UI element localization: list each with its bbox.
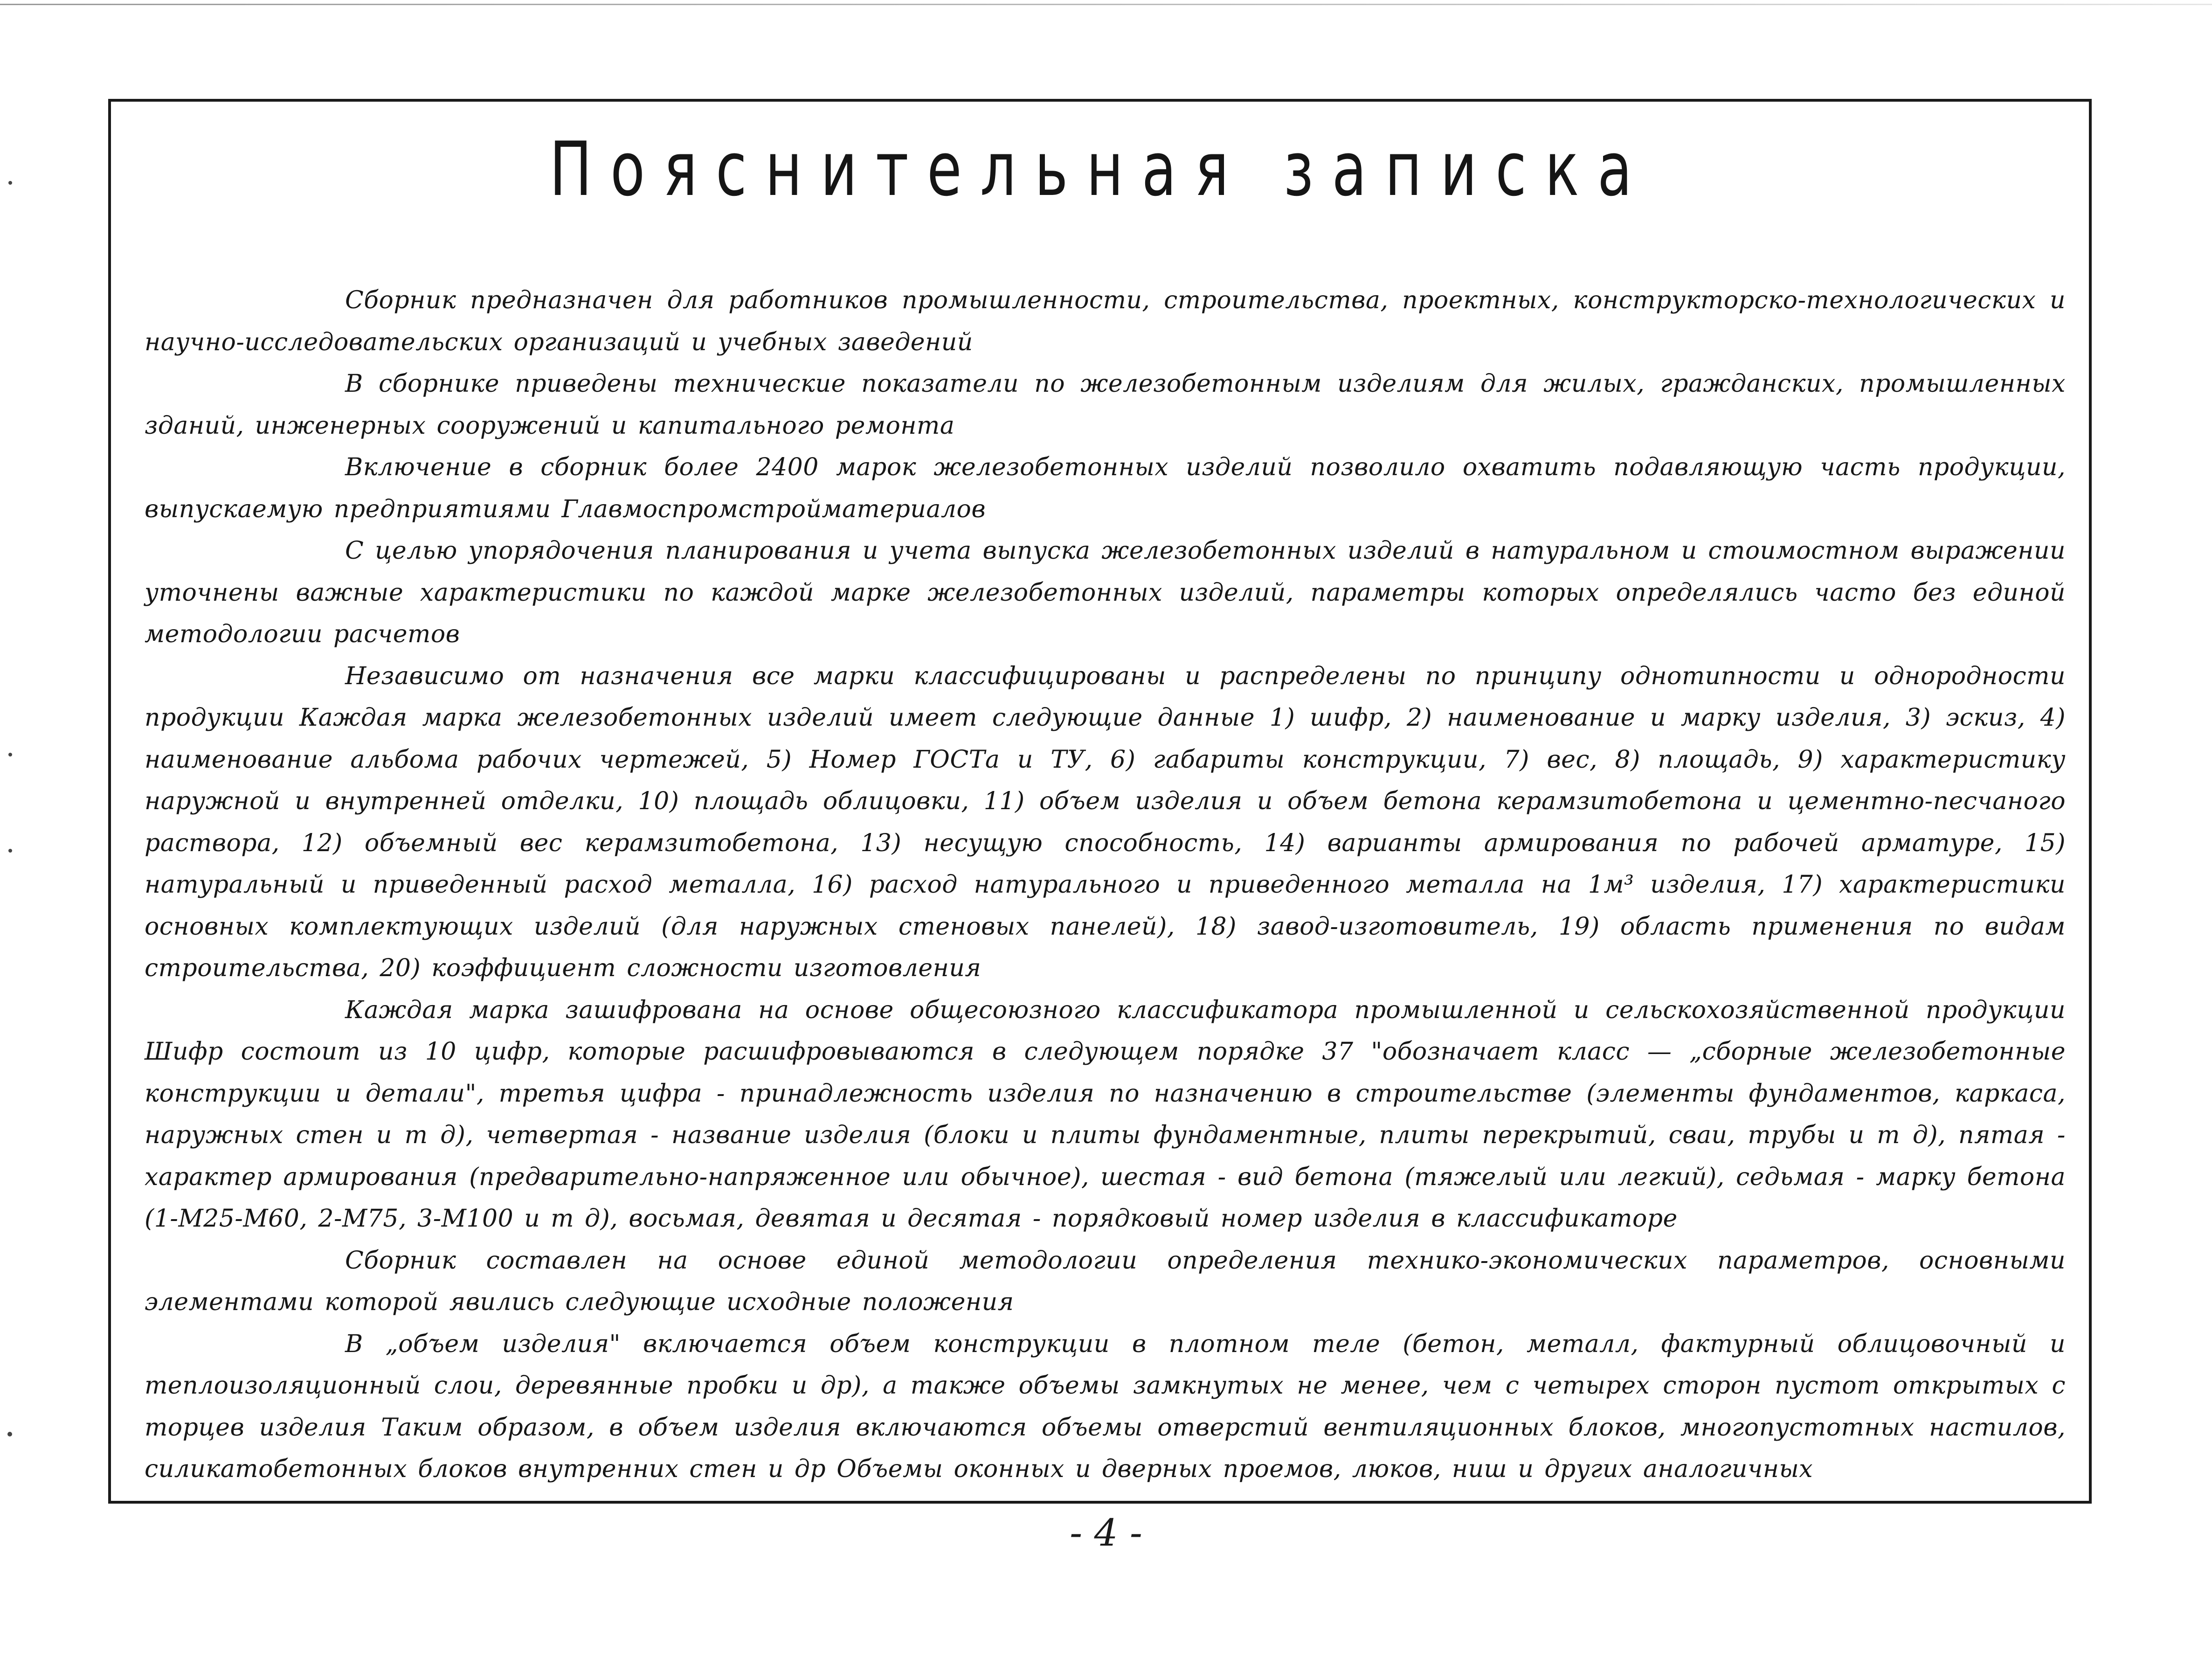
document-body [145, 280, 2066, 1483]
paragraph: Каждая марка зашифрована на основе общесоюзного классификатора промышленной и сельскохозяйственной продукции Шифр состоит из 10 цифр, которые расшифровываются в следующем порядке 37 "обозначает класс — „сборные железобетонные конструкции и детали", третья цифра - принадлежность изделия по назначению в строительстве (элементы фундаментов, каркаса, наружных стен и т д), четвертая - название изделия (блоки и плиты фундаментные, плиты перекрытий, сваи, трубы и т д), пятая - характер армирования (предварительно-напряженное или обычное), шестая - вид бетона (тяжелый или легкий), седьмая - марку бетона (1-М25-М60, 2-М75, 3-М100 и т д), восьмая, девятая и десятая - порядковый номер изделия в классификаторе [145, 996, 2066, 1233]
page-number: - 4 - [1070, 1511, 1142, 1554]
paragraph: Сборник составлен на основе единой методологии определения технико-экономических параметров, основными элементами которой явились следующие исходные положения [145, 1246, 2066, 1316]
scan-mark [8, 181, 12, 185]
paragraph: Независимо от назначения все марки классифицированы и распределены по принципу однотипности и однородности продукции Каждая марка железобетонных изделий имеет следующие данные 1) шифр, 2) наименование и марку изделия, 3) эскиз, 4) наименование альбома рабочих чертежей, 5) Номер ГОСТа и ТУ, 6) габариты конструкции, 7) вес, 8) площадь, 9) характеристику наружной и внутренней отделки, 10) площадь облицовки, 11) объем изделия и объем бетона керамзитобетона и цементно-песчаного раствора, 12) объемный вес керамзитобетона, 13) несущую способность, 14) варианты армирования по рабочей арматуре, 15) натуральный и приведенный расход металла, 16) расход натурального и приведенного металла на 1м³ изделия, 17) характеристики основных комплектующих изделий (для наружных стеновых панелей), 18) завод-изготовитель, 19) область применения по видам строительства, 20) коэффициент сложности изготовления [145, 662, 2066, 982]
page-title: Пояснительная записка [549, 126, 1651, 213]
paragraph: Сборник предназначен для работников промышленности, строительства, проектных, конструкторско-технологических и научно-исследовательских организаций и учебных заведений [145, 286, 2066, 356]
scan-top-edge [0, 4, 2212, 5]
paragraph: Включение в сборник более 2400 марок железобетонных изделий позволило охватить подавляющую часть продукции, выпускаемую предприятиями Главмоспромстройматериалов [145, 453, 2066, 523]
paragraph: В „объем изделия" включается объем конструкции в плотном теле (бетон, металл, фактурный облицовочный и теплоизоляционный слои, деревянные пробки и др), а также объемы замкнутых не менее, чем с четырех сторон пустот открытых с торцев изделия Таким образом, в объем изделия включаются объемы отверстий вентиляционных блоков, многопустотных настилов, силикатобетонных блоков внутренних стен и др Объемы оконных и дверных проемов, люков, ниш и других аналогичных [145, 1330, 2066, 1483]
scan-mark [8, 849, 12, 853]
scan-mark [8, 753, 12, 756]
paragraph: В сборнике приведены технические показатели по железобетонным изделиям для жилых, гражданских, промышленных зданий, инженерных сооружений и капитального ремонта [145, 370, 2066, 440]
paragraph: С целью упорядочения планирования и учета выпуска железобетонных изделий в натуральном и стоимостном выражении уточнены важные характеристики по каждой марке железобетонных изделий, параметры которых определялись часто без единой методологии расчетов [145, 537, 2066, 648]
scan-mark [7, 1432, 12, 1436]
